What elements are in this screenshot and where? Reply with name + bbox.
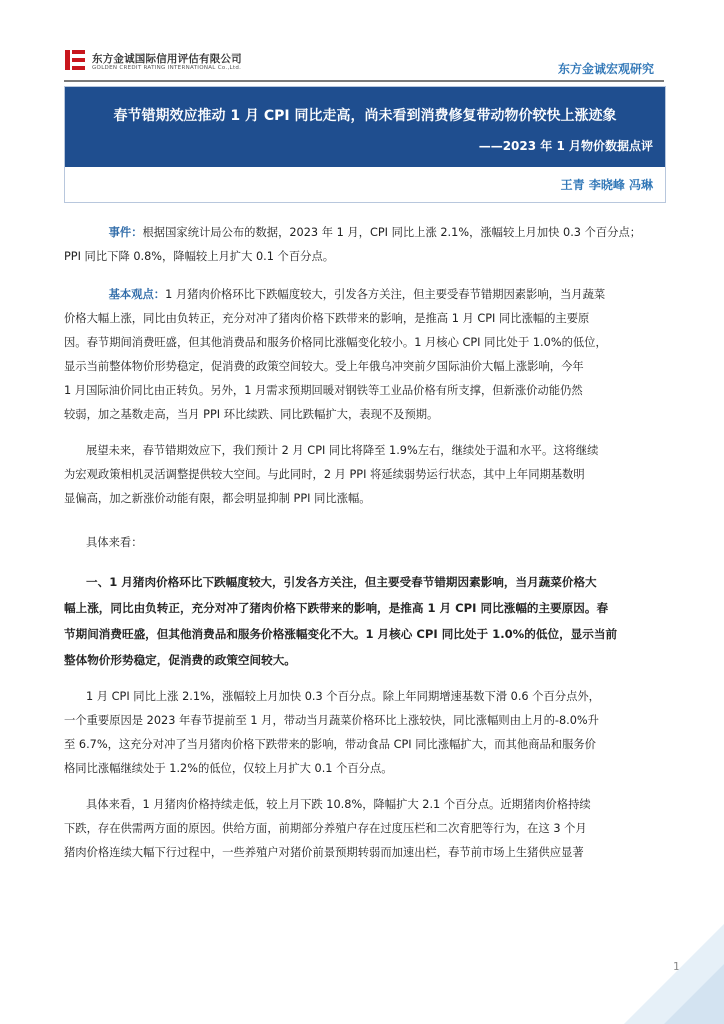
- text-line: 具体来看：: [86, 536, 143, 549]
- text-line: 1 月国际油价同比由正转负。另外，1 月需求预期回暖对钢铁等工业品价格有所支撑，但新涨价动能仍然: [64, 384, 583, 397]
- text-line: 幅上涨，同比由负转正，充分对冲了猪肉价格下跌带来的影响，是推高 1 月 CPI 同比涨幅的主要原因。春: [64, 601, 609, 615]
- text-line: 因。春节期间消费旺盛，但其他消费品和服务价格同比涨幅变化较小。1 月核心 CPI 同比处于 1.0%的低位，: [64, 336, 607, 349]
- report-title: 春节错期效应推动 1 月 CPI 同比走高，尚未看到消费修复带动物价较快上涨迹象: [113, 108, 617, 124]
- title-band: [65, 87, 665, 167]
- page-corner-decoration: [604, 904, 724, 1024]
- text-line: 节期间消费旺盛，但其他消费品和服务价格涨幅变化不大。1 月核心 CPI 同比处于 1.0%的低位，显示当前: [64, 627, 618, 641]
- report-body: [64, 221, 660, 877]
- text-line: [86, 221, 660, 245]
- text-line: 下跌，存在供需两方面的原因。供给方面，前期部分养殖户存在过度压栏和二次育肥等行为，在这 3 个月: [64, 822, 587, 835]
- text-line: [86, 283, 660, 307]
- page-number: 1: [673, 960, 680, 973]
- report-subtitle: ——2023 年 1 月物价数据点评: [478, 139, 653, 153]
- text-line: 至 6.7%，这充分对冲了当月猪肉价格下跌带来的影响，带动食品 CPI 同比涨幅扩大，而其他商品和服务价: [64, 738, 596, 751]
- text-line: 为宏观政策相机灵活调整提供较大空间。与此同时，2 月 PPI 将延续弱势运行状态，其中上年同期基数明: [64, 468, 585, 481]
- cpi-paragraph: [64, 685, 660, 781]
- viewpoint-paragraph: [64, 283, 660, 427]
- detail-intro: [86, 531, 660, 555]
- event-text: 根据国家统计局公布的数据，2023 年 1 月，CPI 同比上涨 2.1%，涨幅较上月加快 0.3 个百分点；: [142, 226, 642, 239]
- text-line: 猪肉价格连续大幅下行过程中，一些养殖户对猪价前景预期转弱而加速出栏，春节前市场上生猪供应显著: [64, 846, 584, 859]
- research-brand: 东方金诚宏观研究: [557, 62, 654, 76]
- text-line: 具体来看，1 月猪肉价格持续走低，较上月下跌 10.8%，降幅扩大 2.1 个百分点。近期猪肉价格持续: [86, 798, 591, 811]
- viewpoint-text: 1 月猪肉价格环比下跌幅度较大，引发各方关注，但主要受春节错期因素影响，当月蔬菜: [165, 288, 606, 301]
- company-name-cn: 东方金诚国际信用评估有限公司: [92, 53, 242, 65]
- report-authors: 王青 李晓峰 冯琳: [560, 178, 653, 192]
- text-line: 显示当前整体物价形势稳定，促消费的政策空间较大。受上年俄乌冲突前夕国际油价大幅上涨影响，今年: [64, 360, 584, 373]
- text-line: 一个重要原因是 2023 年春节提前至 1 月，带动当月蔬菜价格环比上涨较快，同比涨幅则由上月的-8.0%升: [64, 714, 599, 727]
- event-paragraph: [64, 221, 660, 269]
- viewpoint-label: 基本观点：: [108, 288, 166, 301]
- company-logo-icon: [64, 48, 86, 72]
- outlook-paragraph: [64, 439, 660, 511]
- text-line: 一、1 月猪肉价格环比下跌幅度较大，引发各方关注，但主要受春节错期因素影响，当月蔬菜价格大: [86, 575, 597, 589]
- text-line: 较弱，加之基数走高，当月 PPI 环比续跌、同比跌幅扩大，表现不及预期。: [64, 408, 439, 421]
- text-line: 展望未来，春节错期效应下，我们预计 2 月 CPI 同比将降至 1.9%左右，继续处于温和水平。这将继续: [86, 444, 599, 457]
- text-line: 整体物价形势稳定，促消费的政策空间较大。: [64, 653, 296, 667]
- header-divider: [64, 80, 664, 82]
- text-line: 价格大幅上涨，同比由负转正，充分对冲了猪肉价格下跌带来的影响，是推高 1 月 CPI 同比涨幅的主要原: [64, 312, 590, 325]
- text-line: 1 月 CPI 同比上涨 2.1%，涨幅较上月加快 0.3 个百分点。除上年同期增速基数下滑 0.6 个百分点外，: [86, 690, 600, 703]
- title-box: [64, 86, 666, 203]
- company-name-en: GOLDEN CREDIT RATING INTERNATIONAL Co.,Ltd.: [92, 65, 242, 71]
- text-line: PPI 同比下降 0.8%，降幅较上月扩大 0.1 个百分点。: [64, 250, 335, 263]
- event-label: 事件：: [108, 226, 143, 239]
- text-line: 显偏高，加之新涨价动能有限，都会明显抑制 PPI 同比涨幅。: [64, 492, 371, 505]
- section-1-heading: [64, 569, 660, 673]
- pork-paragraph: [64, 793, 660, 865]
- page-header: [64, 48, 664, 80]
- text-line: 格同比涨幅继续处于 1.2%的低位，仅较上月扩大 0.1 个百分点。: [64, 762, 393, 775]
